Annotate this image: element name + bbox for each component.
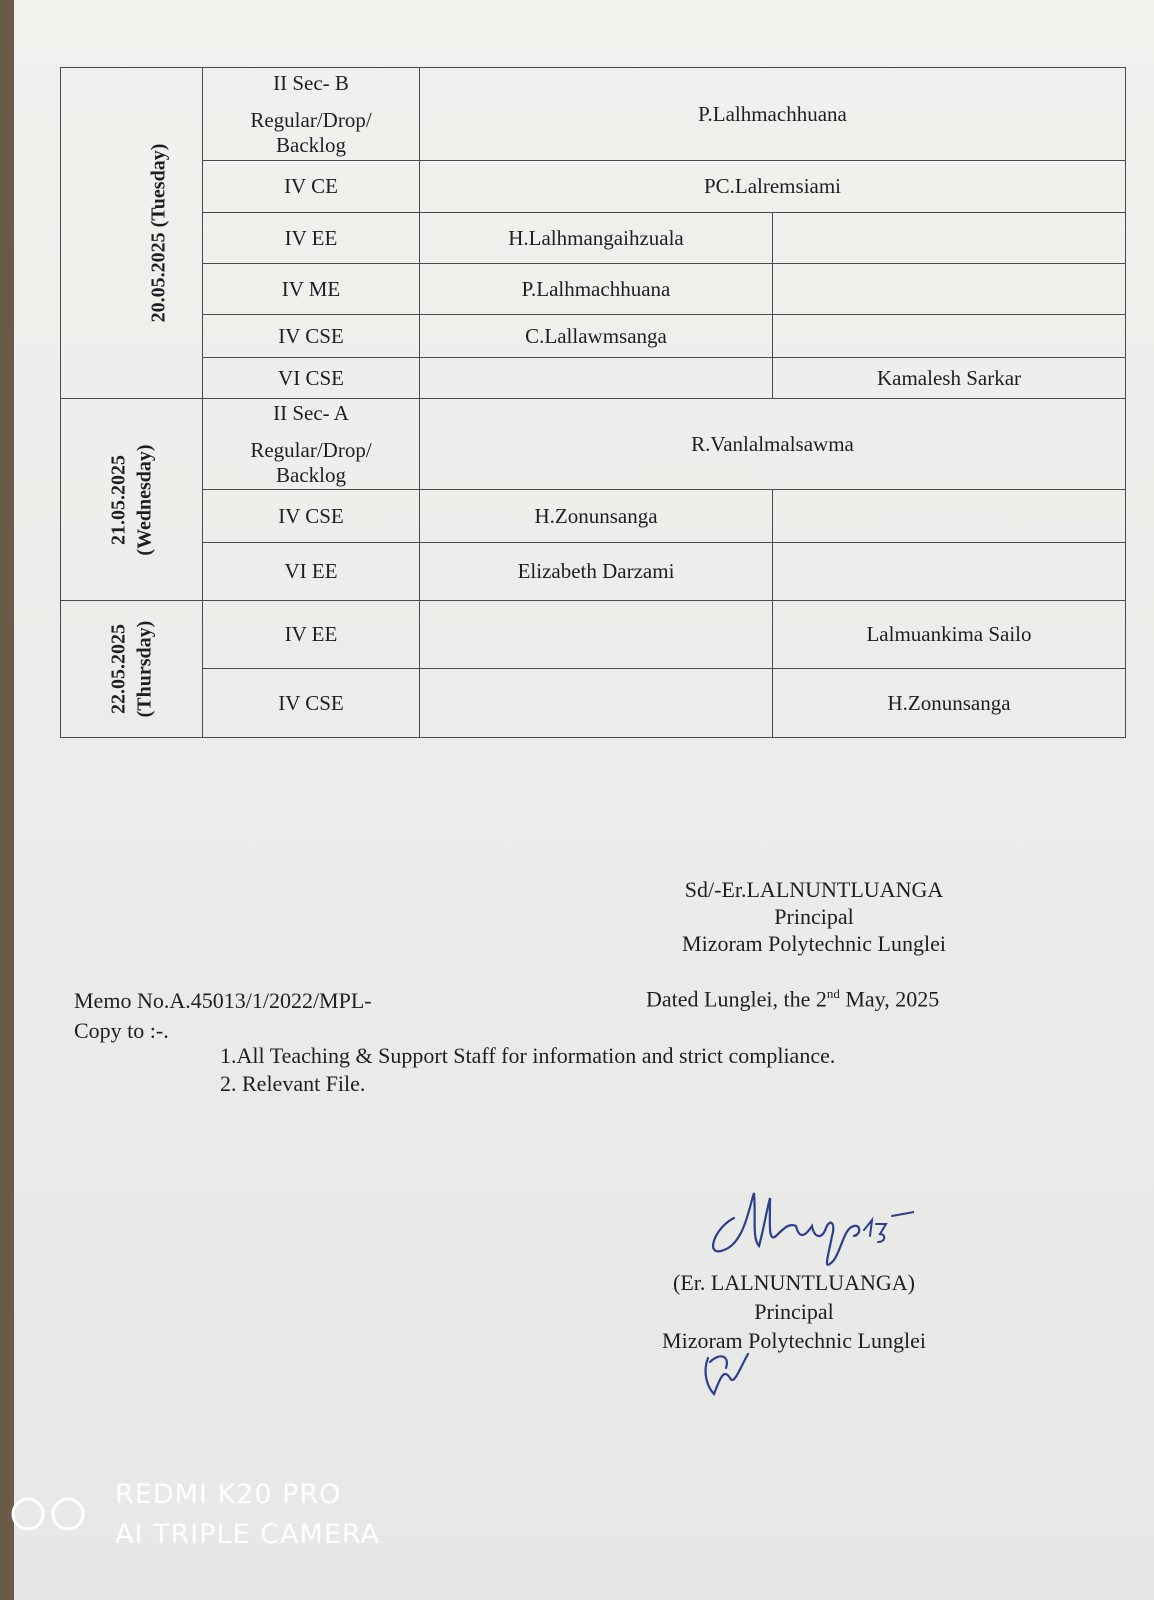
table-row xyxy=(61,601,1126,669)
class-line: Regular/Drop/ xyxy=(250,437,372,462)
invigilator-cell: Lalmuankima Sailo xyxy=(773,601,1126,669)
watermark-line: REDMI K20 PRO xyxy=(115,1479,342,1510)
class-cell: IV CSE xyxy=(203,669,420,738)
class-cell: IV CSE xyxy=(203,490,420,543)
date-label: 20.05.2025 (Tuesday) xyxy=(147,143,170,323)
invigilator-cell: P.Lalhmachhuana xyxy=(420,264,773,315)
invigilator-cell: PC.Lalremsiami xyxy=(420,161,1126,213)
invigilator-cell xyxy=(773,490,1126,543)
handwritten-signature xyxy=(704,1188,914,1278)
table-row xyxy=(61,358,1126,399)
date-cell xyxy=(61,399,203,601)
invigilator-cell: H.Zonunsanga xyxy=(773,669,1126,738)
invigilator-cell xyxy=(420,669,773,738)
list-item: 2. Relevant File. xyxy=(220,1071,366,1096)
table-row xyxy=(61,264,1126,315)
signatory-name: Sd/-Er.LALNUNTLUANGA xyxy=(684,877,944,902)
invigilator-cell xyxy=(420,601,773,669)
invigilator-cell: H.Zonunsanga xyxy=(420,490,773,543)
date-cell xyxy=(61,601,203,738)
duty-schedule-table xyxy=(60,67,1126,738)
invigilator-cell xyxy=(773,213,1126,264)
date-label: 22.05.2025 (Thursday) xyxy=(107,620,156,718)
class-cell xyxy=(203,68,420,161)
copy-to-label: Copy to :-. xyxy=(74,1018,169,1043)
principal-signature-block xyxy=(614,1268,974,1355)
institution-name: Mizoram Polytechnic Lunglei xyxy=(682,931,946,956)
class-cell xyxy=(203,399,420,490)
invigilator-cell: Elizabeth Darzami xyxy=(420,543,773,601)
institution-name: Mizoram Polytechnic Lunglei xyxy=(662,1328,926,1353)
handwritten-initials xyxy=(700,1348,760,1398)
invigilator-cell: Kamalesh Sarkar xyxy=(773,358,1126,399)
table-row xyxy=(61,543,1126,601)
table-row xyxy=(61,68,1126,161)
class-cell: IV EE xyxy=(203,601,420,669)
document-paper xyxy=(14,0,1154,1600)
invigilator-cell: R.Vanlalmalsawma xyxy=(420,399,1126,490)
sd-signature-block xyxy=(634,876,994,957)
invigilator-cell xyxy=(773,543,1126,601)
class-line: Backlog xyxy=(276,462,346,487)
class-cell: VI EE xyxy=(203,543,420,601)
invigilator-cell xyxy=(773,264,1126,315)
table-row xyxy=(61,315,1126,358)
class-line: II Sec- A xyxy=(273,400,349,425)
memo-date: Dated Lunglei, the 2nd May, 2025 xyxy=(646,986,940,1012)
table-row xyxy=(61,490,1126,543)
invigilator-cell: P.Lalhmachhuana xyxy=(420,68,1126,161)
invigilator-cell xyxy=(773,315,1126,358)
class-cell: IV CE xyxy=(203,161,420,213)
table-row xyxy=(61,669,1126,738)
class-cell: VI CSE xyxy=(203,358,420,399)
list-item: 1.All Teaching & Support Staff for information and strict compliance. xyxy=(220,1043,836,1068)
signatory-name: (Er. LALNUNTLUANGA) xyxy=(673,1270,915,1295)
date-label: 21.05.2025 (Wednesday) xyxy=(107,443,156,556)
table-row xyxy=(61,399,1126,490)
class-cell: IV EE xyxy=(203,213,420,264)
memo-number: Memo No.A.45013/1/2022/MPL- xyxy=(74,988,372,1013)
class-cell: IV CSE xyxy=(203,315,420,358)
camera-watermark xyxy=(115,1475,380,1555)
table-row xyxy=(61,161,1126,213)
invigilator-cell: C.Lallawmsanga xyxy=(420,315,773,358)
date-cell xyxy=(61,68,203,399)
class-line: Regular/Drop/ xyxy=(250,107,372,132)
invigilator-cell xyxy=(420,358,773,399)
table-row xyxy=(61,213,1126,264)
signatory-title: Principal xyxy=(754,1299,834,1324)
class-line: II Sec- B xyxy=(273,70,349,95)
class-cell: IV ME xyxy=(203,264,420,315)
camera-watermark-logo-icon xyxy=(8,1494,92,1534)
copy-list xyxy=(220,1042,835,1098)
signatory-title: Principal xyxy=(774,904,854,929)
watermark-line: AI TRIPLE CAMERA xyxy=(115,1519,381,1550)
class-line: Backlog xyxy=(276,132,346,157)
invigilator-cell: H.Lalhmangaihzuala xyxy=(420,213,773,264)
